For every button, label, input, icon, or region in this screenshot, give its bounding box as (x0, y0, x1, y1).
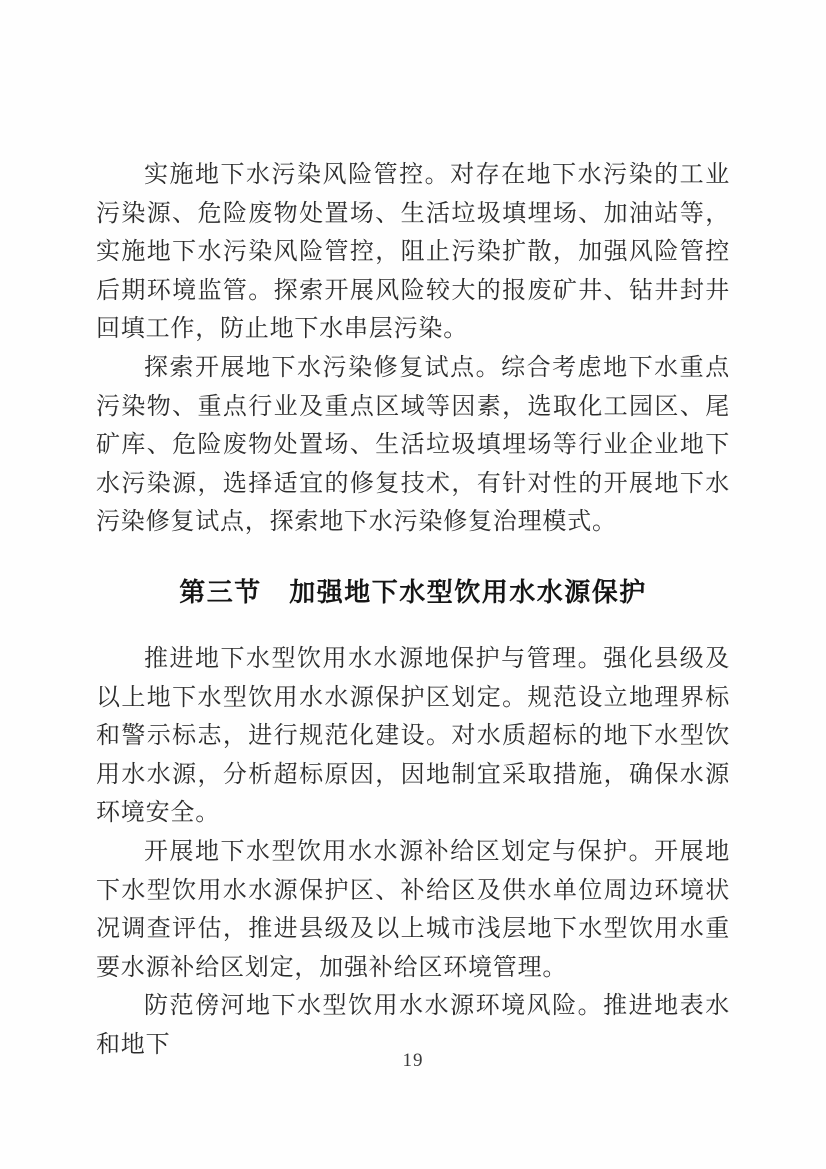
paragraph-risk-control: 实施地下水污染风险管控。对存在地下水污染的工业污染源、危险废物处置场、生活垃圾填埋场、加油站等，实施地下水污染风险管控，阻止污染扩散，加强风险管控后期环境监管。探索开展风险较大的报废矿井、钻井封井回填工作，防止地下水串层污染。 (96, 162, 730, 343)
document-body (96, 156, 730, 1064)
section-heading: 第三节 加强地下水型饮用水水源保护 (179, 577, 647, 607)
paragraph-source-protection: 推进地下水型饮用水水源地保护与管理。强化县级及以上地下水型饮用水水源保护区划定。规范设立地理界标和警示标志，进行规范化建设。对水质超标的地下水型饮用水水源，分析超标原因，因地制宜采取措施，确保水源环境安全。 (96, 645, 730, 827)
paragraph-recharge-zone: 开展地下水型饮用水水源补给区划定与保护。开展地下水型饮用水水源保护区、补给区及供水单位周边环境状况调查评估，推进县级及以上城市浅层地下水型饮用水重要水源补给区划定，加强补给区环境管理。 (96, 838, 730, 981)
page-number: 19 (402, 1050, 424, 1071)
paragraph-riverside-risk: 防范傍河地下水型饮用水水源环境风险。推进地表水和地下 (96, 993, 730, 1058)
paragraph-remediation-pilot: 探索开展地下水污染修复试点。综合考虑地下水重点污染物、重点行业及重点区域等因素，选取化工园区、尾矿库、危险废物处置场、生活垃圾填埋场等行业企业地下水污染源，选择适宜的修复技术，有针对性的开展地下水污染修复试点，探索地下水污染修复治理模式。 (96, 354, 730, 536)
